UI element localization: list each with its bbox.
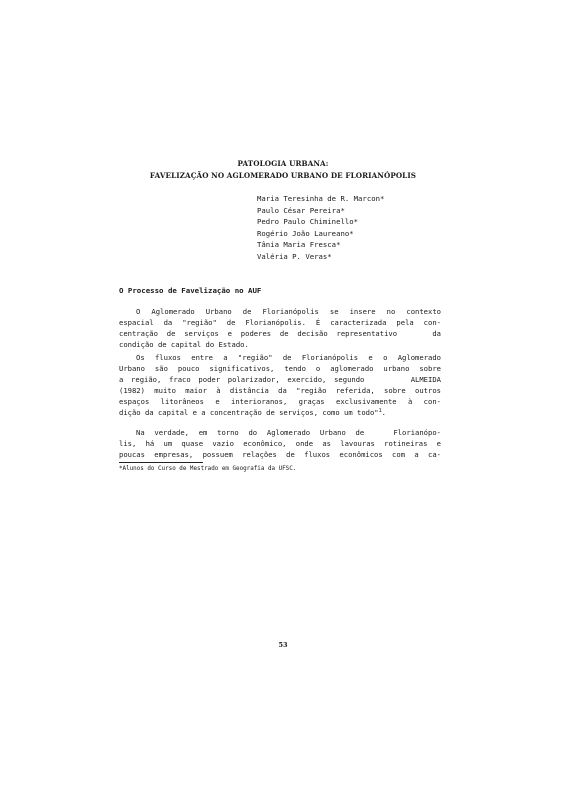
paragraph-line: espaços litorâneos e interioranos, graças exclusivamente à con- bbox=[119, 397, 441, 407]
paragraph-line: condição de capital do Estado. bbox=[119, 340, 249, 350]
paragraph-line-text: dição da capital e a concentração de serviços, como um todo" bbox=[119, 408, 379, 418]
body-paragraph bbox=[119, 352, 441, 419]
body-paragraph bbox=[119, 306, 441, 350]
author-name: Pedro Paulo Chiminello* bbox=[257, 217, 359, 227]
paragraph-line: Os fluxos entre a "região" de Florianópolis e o Aglomerado bbox=[136, 353, 441, 362]
body-paragraph bbox=[119, 427, 441, 460]
paragraph-line: poucas empresas, possuem relações de fluxos econômicos com a ca- bbox=[119, 450, 441, 460]
paragraph-line: espacial da "região" de Florianópolis. É caracterizada pela con- bbox=[119, 318, 441, 328]
paragraph-line: lis, há um quase vazio econômico, onde as lavouras rotineiras e bbox=[119, 439, 441, 449]
author-name: Maria Teresinha de R. Marcon* bbox=[257, 194, 385, 203]
paragraph-line: (1982) muito maior à distância da "região referida, sobre outros bbox=[119, 386, 441, 396]
document-title: PATOLOGIA URBANA: bbox=[237, 159, 329, 168]
footnote-divider bbox=[119, 462, 203, 463]
sentence-end-mark: . bbox=[381, 408, 386, 418]
author-name: Paulo César Pereira* bbox=[257, 205, 345, 215]
paragraph-line bbox=[119, 407, 441, 418]
footnote: *Alunos do Curso de Mestrado em Geografia da UFSC. bbox=[119, 466, 297, 472]
section-heading: O Processo de Favelização no AUF bbox=[119, 286, 262, 295]
paragraph-line: a região, fraco poder polarizador, exercido, segundo ALMEIDA bbox=[119, 375, 441, 385]
paragraph-line: centração de serviços e poderes de decisão representativo da bbox=[119, 329, 441, 339]
document-subtitle: FAVELIZAÇÃO NO AGLOMERADO URBANO DE FLORIANÓPOLIS bbox=[149, 171, 417, 180]
author-list bbox=[257, 193, 384, 263]
paragraph-line: Na verdade, em torno do Aglomerado Urbano de Florianópo- bbox=[136, 428, 441, 437]
author-name: Rogério João Laureano* bbox=[257, 228, 354, 238]
paragraph-line: Urbano são pouco significativos, tendo o aglomerado urbano sobre bbox=[119, 364, 441, 374]
paragraph-line: O Aglomerado Urbano de Florianópolis se insere no contexto bbox=[136, 307, 441, 316]
author-name: Tânia Maria Fresca* bbox=[257, 240, 341, 250]
author-name: Valéria P. Veras* bbox=[257, 251, 332, 261]
page-number: 53 bbox=[278, 641, 288, 649]
footnote-reference: 1 bbox=[378, 408, 382, 415]
